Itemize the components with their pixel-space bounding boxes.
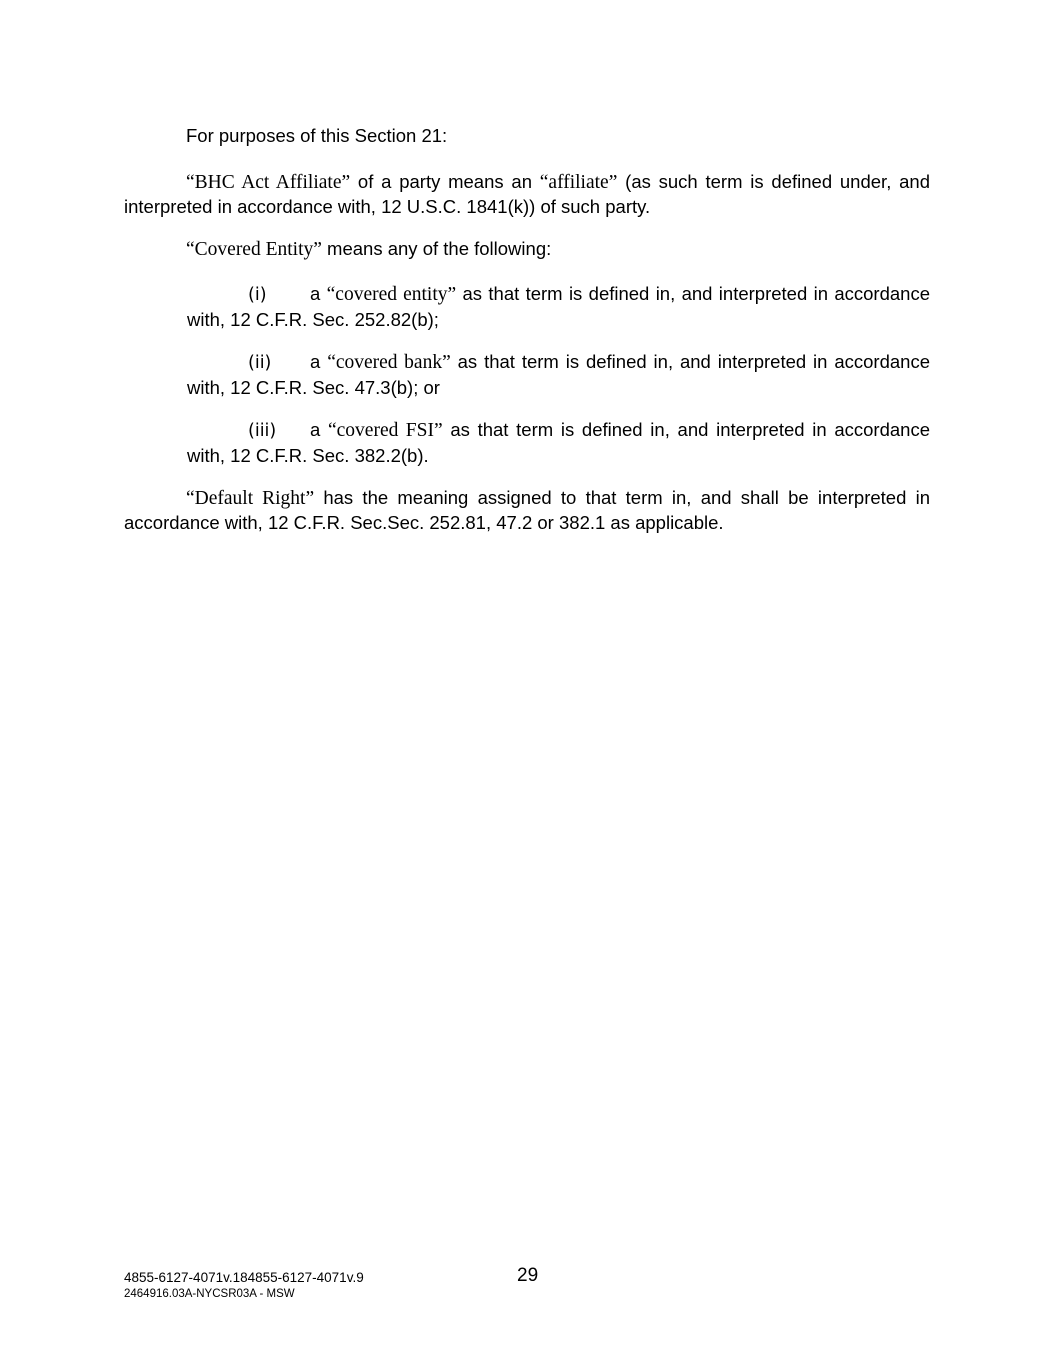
list-item [187,350,930,399]
page-number: 29 [517,1265,539,1286]
doc-sub-id: 2464916.03A-NYCSR03A - MSW [124,1288,295,1300]
list-item [187,282,930,331]
footer-document-id [124,1270,364,1302]
doc-id: 4855-6127-4071v.184855-6127-4071v.9 [124,1270,364,1285]
quoted-term: “covered entity” [326,284,457,305]
definition-text: (as such term is defined under, and interpreted in accordance with, 12 U.S.C. 1841(k)) of such party. [124,171,930,217]
item-prefix: a [310,351,328,372]
defined-term: “Default Right” [186,488,315,509]
definition-text: of a party means an [350,171,540,192]
quoted-term: “affiliate” [539,172,618,193]
list-item [187,418,930,467]
default-right-definition [124,486,930,534]
definition-text: has the meaning assigned to that term in, and shall be interpreted in accordance with, 12 C.F.R. Sec.Sec. 252.81, 47.2 or 382.1 as applicable. [124,487,931,533]
item-number: (ii) [248,353,272,373]
quoted-term: “covered FSI” [328,420,443,441]
defined-term: “Covered Entity” [186,239,322,260]
quoted-term: “covered bank” [327,352,451,373]
intro-paragraph [124,124,930,148]
bhc-act-affiliate-definition [124,170,930,218]
defined-term: “BHC Act Affiliate” [186,172,351,193]
item-number: (iii) [248,421,277,441]
item-text: as that term is defined in, and interpreted in accordance with, 12 C.F.R. Sec. 382.2(b). [187,419,930,466]
covered-entity-definition [124,237,930,262]
definition-text: means any of the following: [321,238,552,259]
item-text: as that term is defined in, and interpreted in accordance with, 12 C.F.R. Sec. 252.82(b); [187,283,930,330]
intro-text: For purposes of this Section 21: [186,125,448,146]
item-text: as that term is defined in, and interpreted in accordance with, 12 C.F.R. Sec. 47.3(b); or [187,351,930,398]
item-number: (i) [248,285,267,305]
item-prefix: a [310,419,328,440]
item-prefix: a [310,283,327,304]
